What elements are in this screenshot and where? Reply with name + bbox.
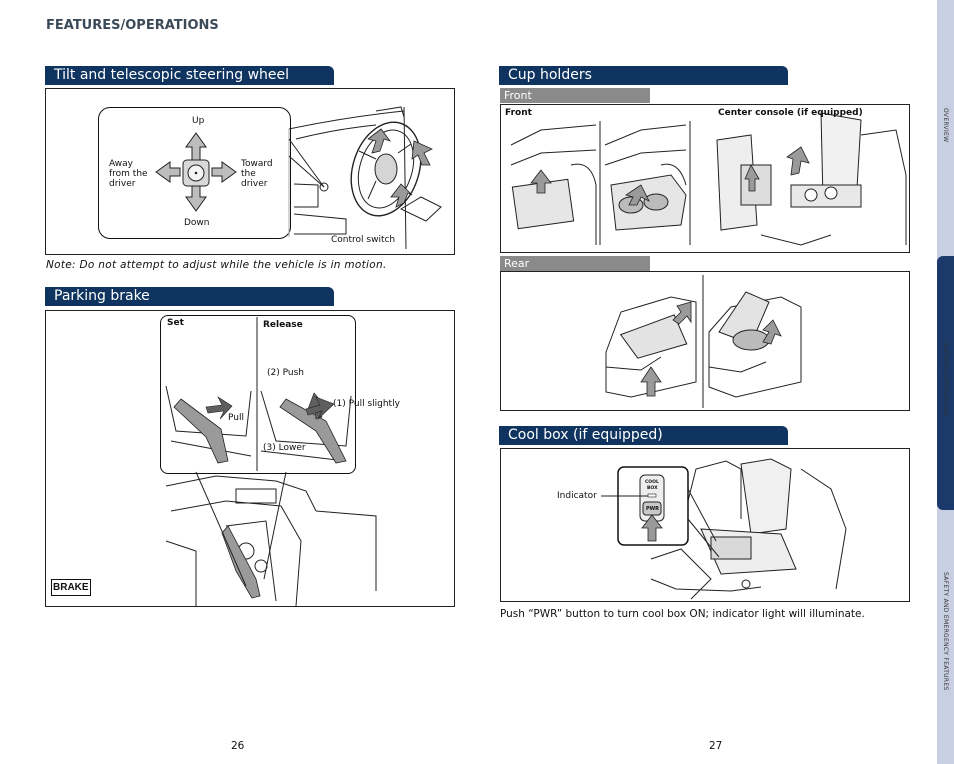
brake-pull-label: Pull bbox=[228, 413, 244, 423]
sidebar-tab-safety-label: SAFETY AND EMERGENCY FEATURES bbox=[942, 572, 949, 691]
cup-front-frame bbox=[500, 104, 910, 253]
cup-section-title: Cup holders bbox=[499, 66, 788, 85]
brake-pull-slightly-label: (1) Pull slightly bbox=[333, 399, 400, 409]
sidebar-tab-features[interactable] bbox=[937, 256, 954, 510]
brake-lower-label: (3) Lower bbox=[263, 443, 306, 453]
control-switch-label: Control switch bbox=[331, 235, 396, 245]
tilt-note: Note: Do not attempt to adjust while the vehicle is in motion. bbox=[46, 259, 387, 271]
parking-illustration-frame bbox=[45, 310, 455, 607]
cool-indicator-label: Indicator bbox=[557, 491, 597, 501]
cup-front-label: Front bbox=[505, 108, 532, 118]
sidebar-tab-features-label: FEATURES/OPERATIONS bbox=[942, 340, 949, 417]
tilt-away-line1: Away bbox=[109, 159, 133, 169]
sidebar-tab-overview[interactable] bbox=[937, 0, 954, 254]
brake-release-label: Release bbox=[263, 320, 303, 330]
tilt-toward-line3: driver bbox=[241, 179, 268, 189]
brake-push-label: (2) Push bbox=[267, 368, 304, 378]
cool-panel-top-text: COOL bbox=[645, 480, 659, 485]
brake-indicator-badge: BRAKE bbox=[51, 579, 91, 596]
cup-center-console-label: Center console (if equipped) bbox=[718, 108, 863, 118]
coolbox-section-title: Cool box (if equipped) bbox=[499, 426, 788, 445]
brake-set-label: Set bbox=[167, 318, 184, 328]
page-number-left: 26 bbox=[231, 740, 245, 752]
sidebar-tab-safety[interactable] bbox=[937, 512, 954, 764]
cup-front-drawing bbox=[501, 105, 911, 254]
cool-panel-bottom-text: BOX bbox=[647, 486, 658, 491]
parking-section-title: Parking brake bbox=[45, 287, 334, 306]
coolbox-frame bbox=[500, 448, 910, 602]
section-sidebar bbox=[937, 0, 954, 764]
coolbox-drawing bbox=[501, 449, 911, 603]
sidebar-tab-overview-label: OVERVIEW bbox=[942, 108, 949, 143]
tilt-toward-line1: Toward bbox=[241, 159, 273, 169]
page-number-right: 27 bbox=[709, 740, 723, 752]
pwr-button[interactable]: PWR bbox=[646, 506, 660, 512]
tilt-toward-line2: the bbox=[241, 169, 256, 179]
page-header-title: FEATURES/OPERATIONS bbox=[46, 18, 219, 33]
tilt-away-line2: from the bbox=[109, 169, 148, 179]
coolbox-caption: Push “PWR” button to turn cool box ON; indicator light will illuminate. bbox=[500, 608, 865, 620]
tilt-illustration-frame bbox=[45, 88, 455, 255]
cup-rear-bar: Rear bbox=[500, 256, 650, 271]
cup-rear-drawing bbox=[501, 272, 911, 412]
tilt-section-title: Tilt and telescopic steering wheel bbox=[45, 66, 334, 85]
tilt-up-label: Up bbox=[192, 116, 205, 126]
tilt-down-label: Down bbox=[184, 218, 210, 228]
tilt-away-line3: driver bbox=[109, 179, 136, 189]
cup-rear-frame bbox=[500, 271, 910, 411]
parking-drawing bbox=[46, 311, 456, 608]
cup-front-bar: Front bbox=[500, 88, 650, 103]
